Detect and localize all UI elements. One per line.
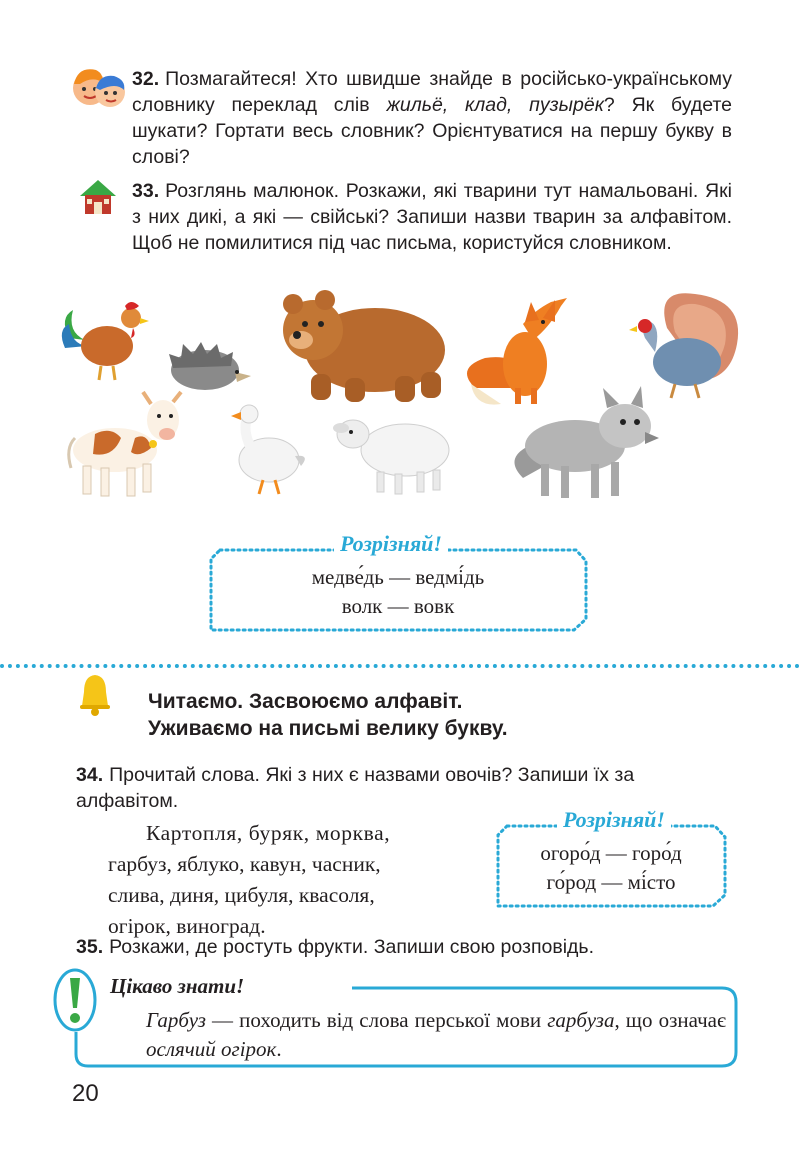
task-number: 32. (132, 68, 160, 90)
task-number: 33. (132, 180, 160, 202)
exclamation-icon (52, 968, 98, 1034)
interesting-text-part: , що означає (614, 1008, 726, 1032)
section-heading-line: Читаємо. Засвоюємо алфавіт. (148, 690, 463, 713)
distinguish-line: го́род — мі́сто (546, 870, 676, 894)
interesting-meaning: ослячий огірок (146, 1037, 277, 1061)
distinguish-title: Розрізняй! (557, 807, 671, 833)
word-list (108, 818, 478, 942)
bear-icon (283, 290, 445, 402)
goose-icon (231, 405, 305, 494)
interesting-source-word: гарбуза (547, 1008, 615, 1032)
fox-icon (467, 298, 567, 405)
word-list-line: гарбуз, яблуко, кавун, часник, (108, 852, 381, 876)
task-text: Розглянь малюнок. Розкажи, які тварини тут намальовані. Які з них дикі, а які — свійські? Запиши назви тварин за алфавітом. Щоб не помилитися під час письма, користуйся словником. (132, 180, 732, 254)
task-text: Розкажи, де ростуть фрукти. Запиши свою розповідь. (109, 936, 594, 958)
task-text: Позмагайтеся! Хто швидше знайде в російсько-українському словнику переклад слів (132, 68, 732, 116)
distinguish-lines (208, 563, 588, 621)
kids-faces-icon (70, 62, 128, 110)
rooster-icon (62, 302, 149, 380)
task-33 (132, 178, 732, 256)
task-35 (76, 934, 732, 960)
task-number: 34. (76, 764, 104, 786)
word-list-line: огірок, виноград. (108, 914, 266, 938)
task-number: 35. (76, 936, 104, 958)
task-32 (132, 66, 732, 170)
distinguish-title: Розрізняй! (334, 531, 448, 557)
page-number: 20 (72, 1080, 99, 1107)
task-words: жильё, клад, пузырёк (386, 94, 604, 116)
distinguish-box (208, 531, 588, 633)
distinguish-line: волк — вовк (341, 594, 455, 618)
calf-icon (69, 392, 181, 496)
section-heading-line: Уживаємо на письмі велику букву. (148, 717, 508, 740)
interesting-text (146, 1006, 726, 1064)
house-icon (78, 176, 118, 216)
turkey-icon (629, 293, 738, 398)
interesting-title: Цікаво знати! (110, 974, 245, 998)
interesting-text-part: — походить від слова перської мови (205, 1008, 548, 1032)
hedgehog-icon (169, 342, 251, 390)
interesting-text-part: . (276, 1037, 282, 1061)
word-list-line: Картопля, буряк, морква, (146, 821, 391, 845)
distinguish-line: медве́дь — ведмі́дь (311, 565, 485, 589)
interesting-term: Гарбуз (146, 1008, 206, 1032)
section-divider (0, 664, 800, 668)
distinguish-line: огоро́д — горо́д (540, 841, 682, 865)
word-list-line: слива, диня, цибуля, квасоля, (108, 883, 375, 907)
section-heading (148, 688, 508, 742)
task-text: Прочитай слова. Які з них є назвами овочів? Запиши їх за алфавітом. (76, 764, 635, 812)
lamb-icon (333, 420, 449, 494)
task-text: ? Як будете шукати? Гортати весь словник? Орієнтуватися на першу букву в слові? (132, 94, 732, 168)
distinguish-lines (495, 839, 727, 897)
bell-icon (76, 672, 114, 716)
animals-illustration (55, 288, 745, 513)
distinguish-box (495, 807, 727, 909)
